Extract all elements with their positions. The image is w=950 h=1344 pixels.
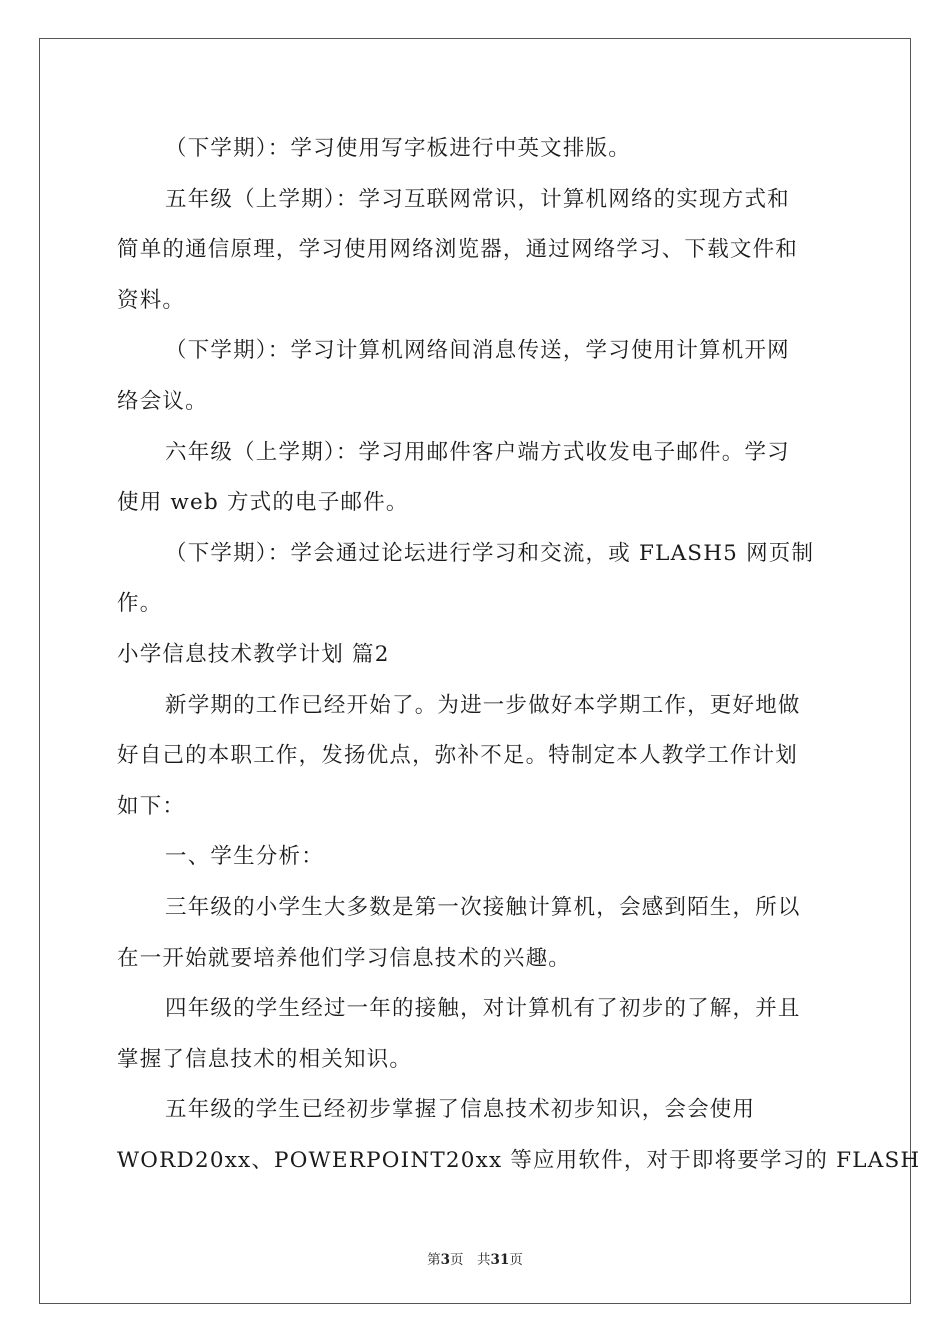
paragraph-line: 使用 web 方式的电子邮件。: [117, 490, 409, 516]
paragraph-line: 新学期的工作已经开始了。为进一步做好本学期工作，更好地做: [165, 692, 801, 718]
page-footer: [0, 1248, 950, 1268]
current-page-number: 3: [440, 1252, 451, 1268]
paragraph-line: 五年级（上学期）：学习互联网常识，计算机网络的实现方式和: [165, 186, 790, 212]
footer-prefix: 第: [427, 1252, 441, 1268]
paragraph-line: 六年级（上学期）：学习用邮件客户端方式收发电子邮件。学习: [165, 439, 790, 465]
paragraph-line: （下学期）：学习使用写字板进行中英文排版。: [165, 136, 631, 161]
paragraph-line: 如下：: [117, 793, 186, 819]
paragraph-line: 三年级的小学生大多数是第一次接触计算机，会感到陌生，所以: [165, 894, 801, 920]
section-heading: 小学信息技术教学计划 篇2: [117, 641, 390, 667]
paragraph-line: （下学期）：学习计算机网络间消息传送，学习使用计算机开网: [165, 338, 790, 364]
footer-suffix: 页: [509, 1252, 523, 1268]
paragraph-line: 资料。: [117, 287, 186, 313]
subheading-line: 一、学生分析：: [165, 844, 324, 870]
footer-middle: 页 共: [450, 1252, 491, 1268]
paragraph-line: （下学期）：学会通过论坛进行学习和交流，或 FLASH5 网页制: [165, 540, 815, 566]
paragraph-line: 络会议。: [117, 388, 208, 414]
paragraph-line: 掌握了信息技术的相关知识。: [117, 1046, 413, 1072]
total-page-count: 31: [490, 1252, 510, 1268]
paragraph-line: WORD20xx、POWERPOINT20xx 等应用软件，对于即将要学习的 FLASH: [117, 1147, 921, 1173]
paragraph-line: 作。: [117, 591, 163, 617]
paragraph-line: 五年级的学生已经初步掌握了信息技术初步知识，会会使用: [165, 1097, 756, 1123]
paragraph-line: 在一开始就要培养他们学习信息技术的兴趣。: [117, 945, 572, 971]
paragraph-line: 简单的通信原理，学习使用网络浏览器，通过网络学习、下载文件和: [117, 237, 799, 263]
document-body: [117, 124, 921, 1186]
paragraph-line: 四年级的学生经过一年的接触，对计算机有了初步的了解，并且: [165, 996, 801, 1022]
paragraph-line: 好自己的本职工作，发扬优点，弥补不足。特制定本人教学工作计划: [117, 743, 799, 769]
